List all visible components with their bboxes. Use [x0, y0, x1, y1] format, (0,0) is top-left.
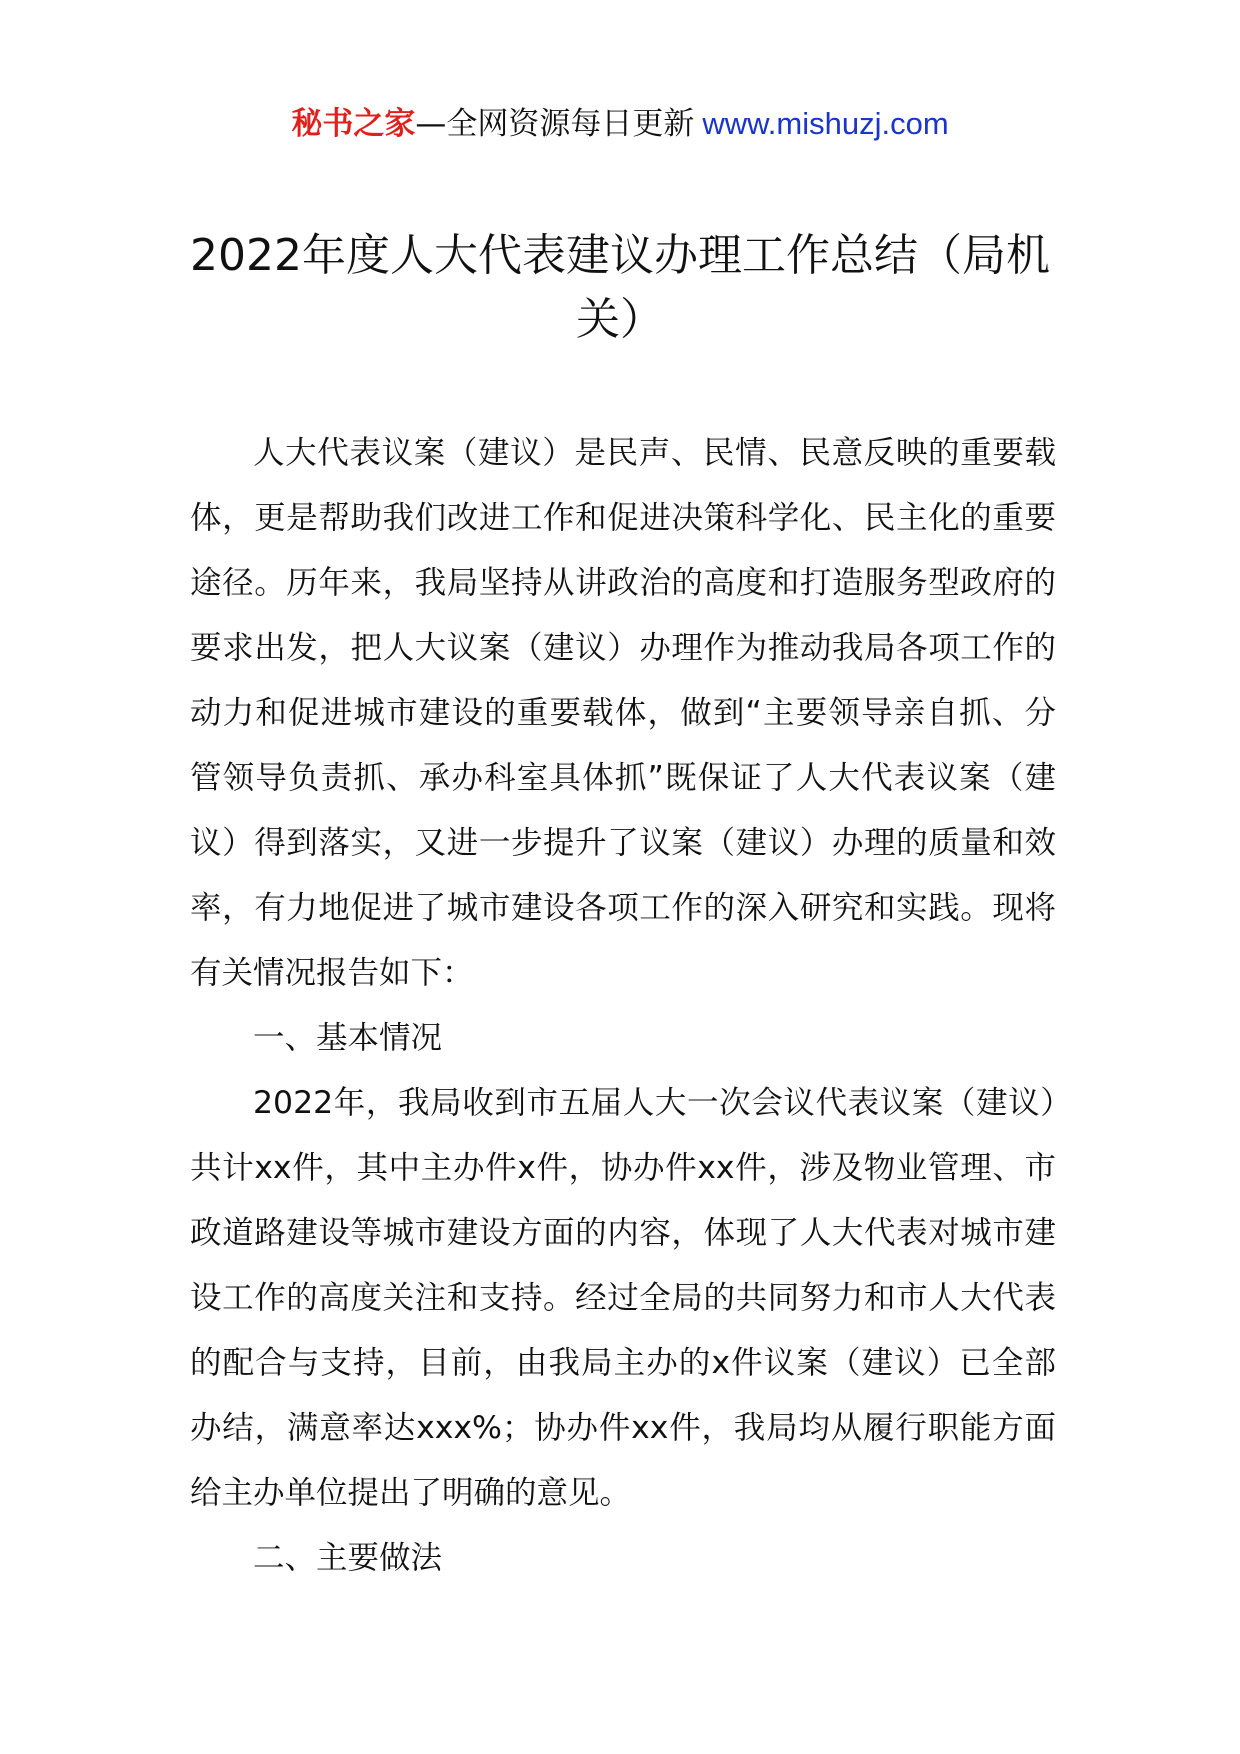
- document-body: [190, 421, 1056, 1591]
- document-title: 2022年度人大代表建议办理工作总结（局机关）: [190, 230, 1050, 345]
- intro-paragraph: 人大代表议案（建议）是民声、民情、民意反映的重要载体，更是帮助我们改进工作和促进决策科学化、民主化的重要途径。历年来，我局坚持从讲政治的高度和打造服务型政府的要求出发，把人大议案（建议）办理作为推动我局各项工作的动力和促进城市建设的重要载体，做到“主要领导亲自抓、分管领导负责抓、承办科室具体抓”既保证了人大代表议案（建议）得到落实，又进一步提升了议案（建议）办理的质量和效率，有力地促进了城市建设各项工作的深入研究和实践。现将有关情况报告如下：: [190, 435, 1056, 991]
- basic-situation-paragraph: 2022年，我局收到市五届人大一次会议代表议案（建议）共计xx件，其中主办件x件，协办件xx件，涉及物业管理、市政道路建设等城市建设方面的内容，体现了人大代表对城市建设工作的高度关注和支持。经过全局的共同努力和市人大代表的配合与支持，目前，由我局主办的x件议案（建议）已全部办结，满意率达xxx%；协办件xx件，我局均从履行职能方面给主办单位提出了明确的意见。: [190, 1085, 1056, 1511]
- section-heading-methods: 二、主要做法: [253, 1540, 443, 1576]
- section-heading-basic: 一、基本情况: [253, 1020, 443, 1056]
- website-link[interactable]: www.mishuzj.com: [702, 106, 949, 141]
- watermark-header: [0, 102, 1240, 146]
- header-tagline: 全网资源每日更新: [446, 106, 695, 142]
- header-dash: —: [415, 106, 447, 142]
- brand-name: 秘书之家: [291, 106, 416, 142]
